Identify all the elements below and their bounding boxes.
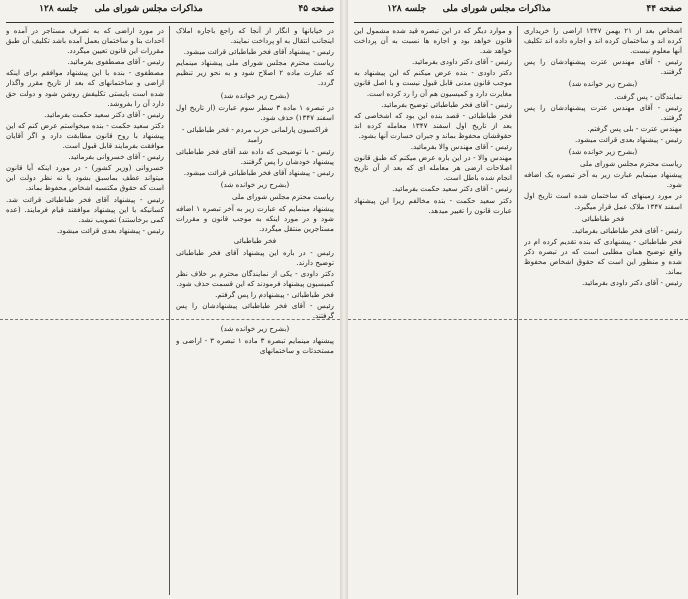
paragraph: در مورد زمینهای که ساختمان شده است تاریخ اول اسفند ۱۳۴۷ ملاک عمل قرار میگیرد. xyxy=(524,191,682,211)
paragraph: دکتر سعید حکمت - بنده میخواستم عرض کنم که این پیشنهاد با روح قانون مطابقت دارد و اگر آقایان موافقت بفرمایند قابل قبول است. xyxy=(6,120,164,151)
paragraph: مهندس عترت - بلی پس گرفتم. xyxy=(587,123,682,133)
paragraph: رئیس - آقای فخر طباطبائی بفرمائید. xyxy=(572,225,682,235)
centered-line: (بشرح زیر خوانده شد) xyxy=(220,323,290,333)
paragraph: پیشنهاد مینمایم عبارت زیر به آخر تبصره یک اضافه شود. xyxy=(524,170,682,190)
paragraph: در خیابانها و انگار از آنجا که راجع باجاره املاک اینجانب انتقال به او پرداخت نمایند. xyxy=(176,26,334,46)
paragraph: مهندس والا - در این باره عرض میکنم که طبق قانون اصلاحات ارضی هر معامله ای که بعد از آن تاریخ انجام شده باطل است. xyxy=(354,153,512,183)
paragraph: دکتر داودی - یکی از نمایندگان محترم بر خلاف نظر کمیسیون پیشنهاد فرمودند که این قسمت حذف شود. xyxy=(176,269,334,289)
page-number: صفحه ۴۴ xyxy=(646,4,682,14)
paragraph: ریاست محترم مجلس شورای ملی پیشنهاد مینمایم که عبارت ماده ۲ اصلاح شود و به نحو زیر تنظیم گردد. xyxy=(176,58,334,88)
paragraph: پیشنهاد مینمایم که عبارت زیر به آخر تبصره ۱ اضافه شود و در مورد اینکه به موجب قانون و مقررات مستاجرین منتقل میگردد. xyxy=(176,203,334,233)
text-column-left xyxy=(354,26,512,595)
paragraph: رئیس - آقای فخر طباطبائی پیشنهادشان را پس گرفتند. xyxy=(176,301,334,321)
centered-line: فخر طباطبائی xyxy=(581,213,625,223)
paragraph: پیشنهاد مینمایم تبصره ۳ ماده ۱ تبصره ۳ - اراضی و مستحدثات و ساختمانهای xyxy=(176,335,334,355)
paragraph: رئیس - آقای مصطفوی بفرمائید. xyxy=(67,57,164,67)
paragraph: دکتر سعید حکمت - بنده مخالفم زیرا این پیشنهاد عبارت قانون را تغییر میدهد. xyxy=(354,195,512,215)
paragraph: رئیس - پیشنهاد آقای فخر طباطبائی قرائت شد. کسانیکه با این پیشنهاد موافقند قیام فرمایند. (عده کمی برخاستند) تصویب نشد. xyxy=(6,194,164,224)
session-label: جلسه ۱۲۸ xyxy=(387,4,427,14)
paragraph: رئیس - آقای دکتر داودی بفرمائید. xyxy=(581,278,682,288)
header-rule xyxy=(6,22,334,23)
fold-line xyxy=(0,319,340,320)
column-divider xyxy=(169,26,170,595)
paragraph: ریاست محترم مجلس شورای ملی xyxy=(231,192,334,202)
header-rule xyxy=(354,22,682,23)
centered-line: (بشرح زیر خوانده شد) xyxy=(568,147,638,157)
text-column-left xyxy=(6,26,164,595)
left-page xyxy=(0,0,340,599)
centered-line: (بشرح زیر خوانده شد) xyxy=(220,90,290,100)
page-number: صفحه ۴۵ xyxy=(298,4,334,14)
centered-line: فراکسیون پارلمانی حزب مردم - فخر طباطبائی - رامبد xyxy=(181,124,329,144)
text-column-right xyxy=(176,26,334,595)
paragraph: فخر طباطبائی - پیشنهادم را پس گرفتم. xyxy=(215,290,334,300)
paragraph: رئیس - پیشنهاد آقای فخر طباطبائی قرائت میشود. xyxy=(183,168,334,178)
fold-line xyxy=(348,319,688,320)
paragraph: رئیس - آقای مهندس والا بفرمائید. xyxy=(410,142,512,152)
paragraph: مصطفوی - بنده با این پیشنهاد موافقم برای اینکه اراضی و ساختمانهای که بعد از تاریخ مقرر واگذار شده است بایستی تکلیفش روشن شود و دولت حق دارد آن را بفروشد. xyxy=(6,68,164,108)
page-header xyxy=(6,4,334,20)
column-divider xyxy=(517,26,518,595)
paragraph: خسروانی (وزیر کشور) - در مورد اینکه آیا قانون میتواند عطف بماسبق بشود یا نه نظر دولت این است که حقوق مکتسبه اشخاص محفوظ بماند. xyxy=(6,163,164,193)
paragraph: رئیس - آقای مهندس عترت پیشنهادشان را پس گرفتند. xyxy=(524,102,682,122)
paragraph: رئیس - آقای دکتر سعید حکمت بفرمائید. xyxy=(392,184,512,194)
paragraph: رئیس - در باره این پیشنهاد آقای فخر طباطبائی توضیح دارند. xyxy=(176,247,334,267)
paragraph: اشخاص بعد از ۲۱ بهمن ۱۳۴۷ اراضی را خریداری کرده اند و ساختمان کرده اند و اجاره داده اند تکلیف آنها معلوم نیست. xyxy=(524,26,682,56)
paragraph: فخر طباطبائی - قصد بنده این بود که اشخاصی که بعد از تاریخ اول اسفند ۱۳۴۷ معامله کرده اند حقوقشان محفوظ بماند و جبران خسارت آنها بشود. xyxy=(354,110,512,140)
paragraph: رئیس - پیشنهاد بعدی قرائت میشود. xyxy=(574,134,682,144)
paragraph: رئیس - پیشنهاد آقای فخر طباطبائی قرائت میشود. xyxy=(183,47,334,57)
session-label: جلسه ۱۲۸ xyxy=(39,4,79,14)
paragraph: نمایندگان - پس گرفت. xyxy=(614,91,682,101)
running-title: مذاکرات مجلس شورای ملی xyxy=(94,4,203,14)
centered-line: (بشرح زیر خوانده شد) xyxy=(220,180,290,190)
running-title: مذاکرات مجلس شورای ملی xyxy=(442,4,551,14)
paragraph: فخر طباطبائی - پیشنهادی که بنده تقدیم کرده ام در واقع توضیح همان مطلبی است که در تبصره ذکر شده و منظور این است که حقوق اشخاص محفوظ بماند. xyxy=(524,236,682,277)
paragraph: رئیس - پیشنهاد بعدی قرائت میشود. xyxy=(56,225,164,235)
centered-line: فخر طباطبائی xyxy=(233,235,277,245)
book-gutter xyxy=(340,0,348,599)
paragraph: رئیس - آقای مهندس عترت پیشنهادشان را پس گرفتند. xyxy=(524,57,682,77)
paragraph: رئیس - آقای دکتر داودی بفرمائید. xyxy=(411,57,512,67)
paragraph: در تبصره ۱ ماده ۳ سطر سوم عبارت (از تاریخ اول اسفند ۱۳۴۷) حذف شود. xyxy=(176,102,334,122)
paragraph: رئیس - با توضیحی که داده شد آقای فخر طباطبائی پیشنهاد خودشان را پس گرفتند. xyxy=(176,147,334,167)
paragraph: دکتر داودی - بنده عرض میکنم که این پیشنهاد به موجب قانون مدنی قابل قبول نیست و با اصل قانون مغایرت دارد و کمیسیون هم آن را رد کرده است. xyxy=(354,68,512,98)
text-column-right xyxy=(524,26,682,595)
paragraph: رئیس - آقای فخر طباطبائی توضیح بفرمائید. xyxy=(381,99,512,109)
paragraph: رئیس - آقای خسروانی بفرمائید. xyxy=(68,152,164,162)
right-page xyxy=(348,0,688,599)
paragraph: رئیس - آقای دکتر سعید حکمت بفرمائید. xyxy=(44,109,164,119)
centered-line: (بشرح زیر خوانده شد) xyxy=(568,79,638,89)
paragraph: و موارد دیگر که در این تبصره قید شده مشمول این قانون خواهد بود و اجاره ها نسبت به آن پرداخت خواهد شد. xyxy=(354,26,512,56)
paragraph: در مورد اراضی که به تصرف مستاجر در آمده و احداث بنا و ساختمان بعمل آمده باشد تکلیف آن طبق مقررات این قانون تعیین میگردد. xyxy=(6,26,164,56)
page-header xyxy=(354,4,682,20)
paragraph: ریاست محترم مجلس شورای ملی xyxy=(579,159,682,169)
